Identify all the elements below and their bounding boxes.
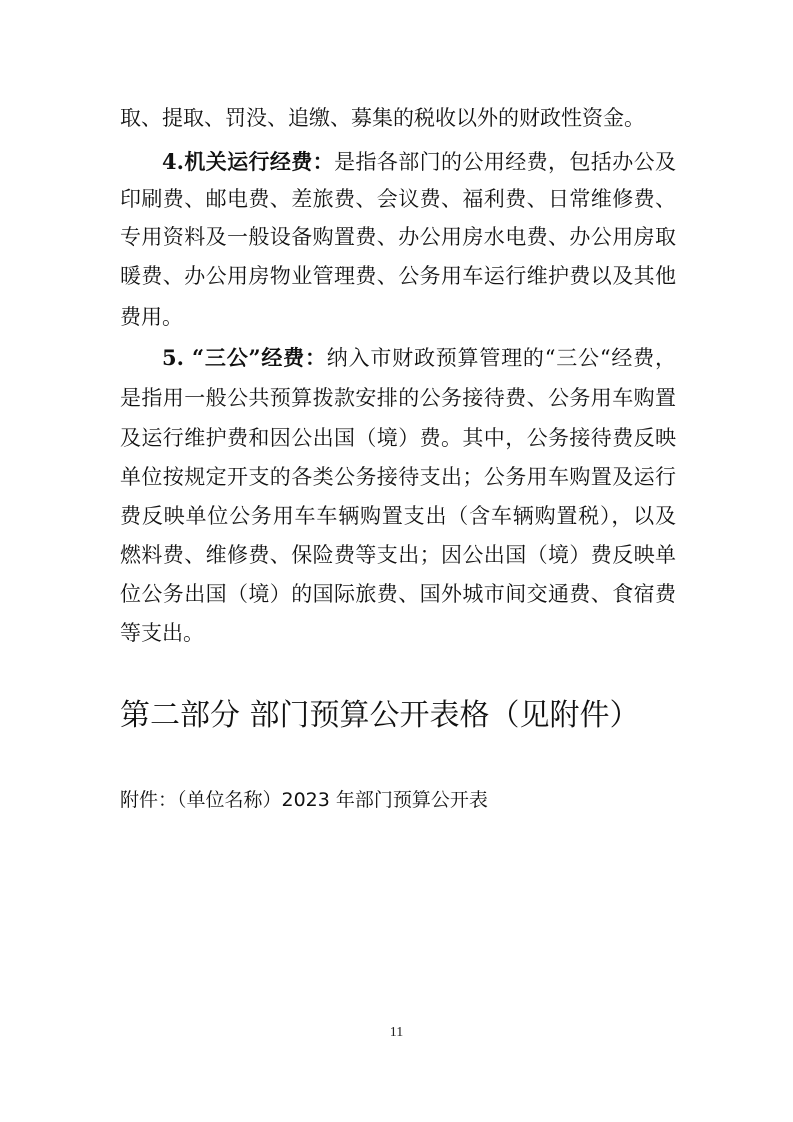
paragraph-5-line-8: 等支出。 — [120, 621, 204, 645]
paragraph-5-term: 5. “三公”经费： — [162, 345, 327, 370]
paragraph-5-line-2: 是指用一般公共预算拨款安排的公务接待费、公务用车购置 — [120, 386, 676, 410]
paragraph-5-line-7: 位公务出国（境）的国际旅费、国外城市间交通费、食宿费 — [120, 582, 676, 606]
paragraph-5-line-5: 费反映单位公务用车车辆购置支出（含车辆购置税），以及 — [120, 504, 676, 528]
paragraph-4-line-3: 专用资料及一般设备购置费、办公用房水电费、办公用房取 — [120, 225, 676, 249]
paragraph-5-line-6: 燃料费、维修费、保险费等支出；因公出国（境）费反映单 — [120, 543, 676, 567]
section-heading: 第二部分 部门预算公开表格（见附件） — [120, 698, 640, 733]
paragraph-4-text: 是指各部门的公用经费，包括办公及 — [334, 150, 676, 174]
page-number: 11 — [389, 1025, 404, 1040]
paragraph-5-line-1 — [162, 343, 676, 373]
paragraph-5-line-3: 及运行维护费和因公出国（境）费。其中，公务接待费反映 — [120, 426, 676, 450]
paragraph-4-line-5: 费用。 — [120, 305, 183, 329]
paragraph-4-line-1 — [162, 147, 676, 177]
paragraph-4-line-2: 印刷费、邮电费、差旅费、会议费、福利费、日常维修费、 — [120, 187, 676, 211]
attachment-line: 附件：（单位名称）2023 年部门预算公开表 — [120, 789, 488, 811]
paragraph-5-line-4: 单位按规定开支的各类公务接待支出；公务用车购置及运行 — [120, 465, 676, 489]
paragraph-5-text: 纳入市财政预算管理的“三公“经费， — [326, 346, 676, 370]
paragraph-4-term: 4.机关运行经费： — [162, 149, 335, 174]
paragraph-3-line-1: 取、提取、罚没、追缴、募集的税收以外的财政性资金。 — [120, 106, 645, 130]
paragraph-4-line-4: 暖费、办公用房物业管理费、公务用车运行维护费以及其他 — [120, 264, 676, 288]
